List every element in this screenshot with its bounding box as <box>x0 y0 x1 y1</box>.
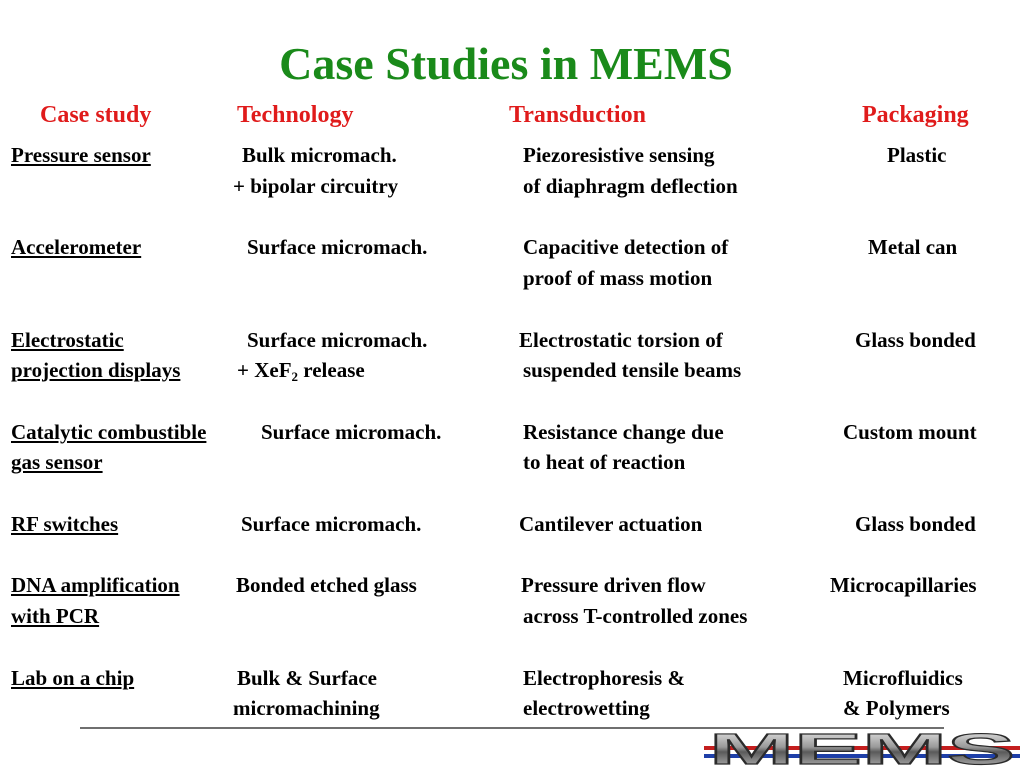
packaging-cell: Plastic <box>887 143 947 167</box>
case-catalytic-combustible[interactable]: Catalytic combustible <box>11 420 207 444</box>
packaging-cell: Glass bonded <box>855 328 976 352</box>
packaging-cell: Glass bonded <box>855 512 976 536</box>
technology-cell: micromachining <box>233 696 380 720</box>
transduction-cell: Capacitive detection of <box>523 235 729 259</box>
case-rf-switches[interactable]: RF switches <box>11 512 119 536</box>
packaging-cell: Metal can <box>868 235 958 259</box>
transduction-cell: to heat of reaction <box>523 450 686 474</box>
transduction-cell: Pressure driven flow <box>521 573 706 597</box>
case-electrostatic[interactable]: Electrostatic <box>11 328 124 352</box>
header-technology: Technology <box>237 102 354 128</box>
packaging-cell: Microcapillaries <box>830 573 977 597</box>
packaging-cell: & Polymers <box>843 696 950 720</box>
transduction-cell: of diaphragm deflection <box>523 174 738 198</box>
transduction-cell: suspended tensile beams <box>523 358 742 382</box>
transduction-cell: Electrostatic torsion of <box>519 328 723 352</box>
packaging-cell: Microfluidics <box>843 666 963 690</box>
case-pressure-sensor[interactable]: Pressure sensor <box>11 143 151 167</box>
header-transduction: Transduction <box>509 102 646 128</box>
xef2-prefix: + XeF <box>237 358 292 382</box>
transduction-cell: Cantilever actuation <box>519 512 703 536</box>
technology-cell: + bipolar circuitry <box>233 174 399 198</box>
transduction-cell: Electrophoresis & <box>523 666 685 690</box>
technology-cell: Bulk & Surface <box>237 666 378 690</box>
case-gas-sensor[interactable]: gas sensor <box>11 450 103 474</box>
technology-cell: Surface micromach. <box>261 420 442 444</box>
packaging-cell: Custom mount <box>843 420 977 444</box>
case-dna-amplification[interactable]: DNA amplification <box>11 573 180 597</box>
technology-cell: Bonded etched glass <box>236 573 417 597</box>
header-packaging: Packaging <box>862 102 969 128</box>
case-projection-displays[interactable]: projection displays <box>11 358 181 382</box>
subscript-2: 2 <box>291 369 299 384</box>
transduction-cell: Piezoresistive sensing <box>523 143 715 167</box>
slide-title: Case Studies in MEMS <box>279 38 733 89</box>
technology-cell: Surface micromach. <box>247 328 428 352</box>
mems-logo-text: MEMS <box>709 728 1015 768</box>
case-lab-on-a-chip[interactable]: Lab on a chip <box>11 666 135 690</box>
release-text: release <box>298 358 365 382</box>
technology-cell: Surface micromach. <box>247 235 428 259</box>
technology-cell: Bulk micromach. <box>242 143 397 167</box>
mems-logo <box>704 728 1020 768</box>
transduction-cell: Resistance change due <box>523 420 724 444</box>
case-with-pcr[interactable]: with PCR <box>11 604 100 628</box>
transduction-cell: proof of mass motion <box>523 266 713 290</box>
technology-cell <box>237 355 365 386</box>
header-case-study: Case study <box>40 102 152 128</box>
transduction-cell: electrowetting <box>523 696 650 720</box>
transduction-cell: across T-controlled zones <box>523 604 748 628</box>
case-accelerometer[interactable]: Accelerometer <box>11 235 142 259</box>
technology-cell: Surface micromach. <box>241 512 422 536</box>
